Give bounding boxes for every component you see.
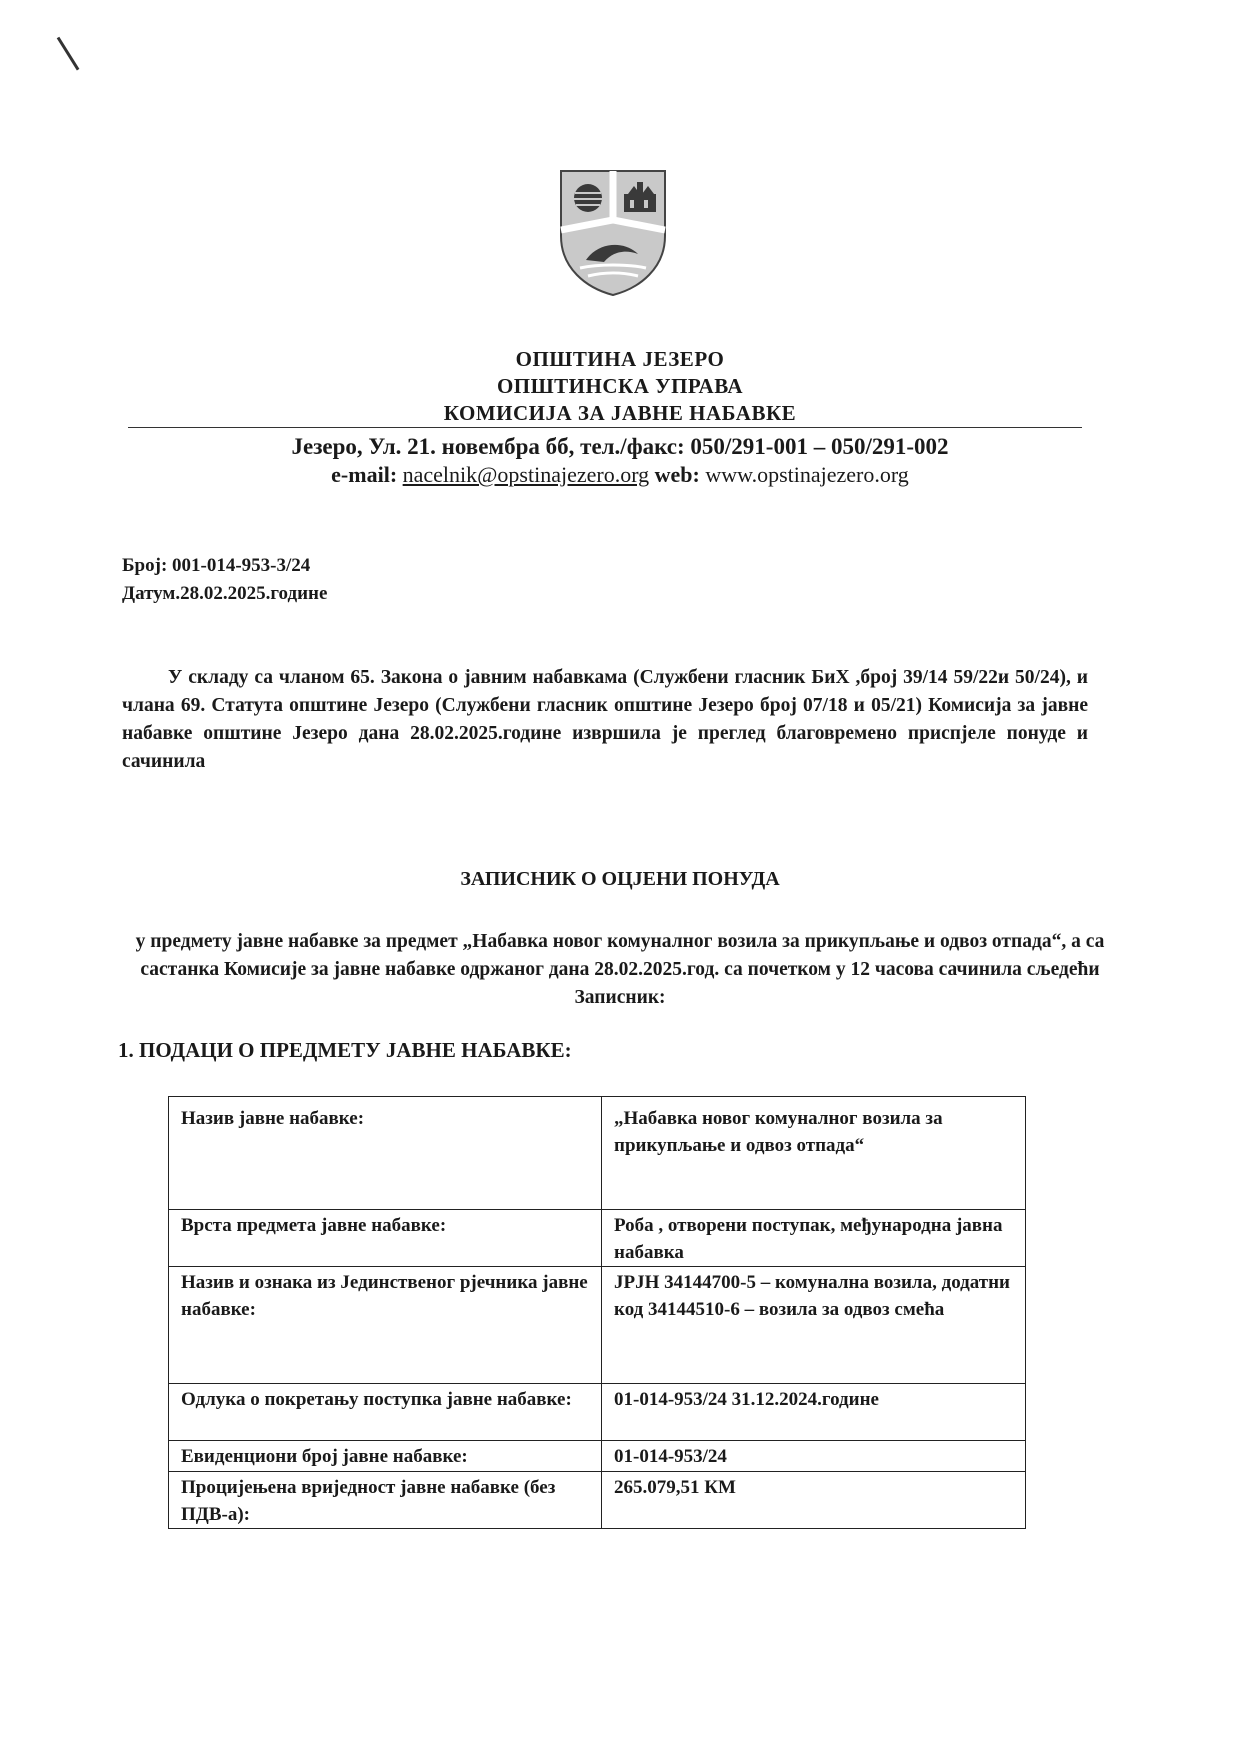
table-cell-label: Процијењена вриједност јавне набавке (без ПДВ-а):: [169, 1472, 602, 1529]
document-meta: [122, 552, 327, 608]
subject-paragraph: у предмету јавне набавке за предмет „Набавка новог комуналног возила за прикупљање и одвоз отпада“, а са састанка Комисије за јавне набавке одржаног дана 28.02.2025.год. са почетком у 12 часова сачинила сљедећи Записник:: [135, 931, 1105, 1008]
address-line: Језеро, Ул. 21. новембра бб, тел./факс: 050/291-001 – 050/291-002: [291, 434, 949, 459]
intro-paragraph: У складу са чланом 65. Закона о јавним набавкама (Службени гласник БиХ ,број 39/14 59/22и 50/24), и члана 69. Статута општине Језеро (Службени гласник општине Језеро број 07/18 и 05/21) Комисија за јавне набавке општине Језеро дана 28.02.2025.године извршила је преглед благовремено приспјеле понуде и сачинила: [122, 667, 1088, 772]
procurement-data-table: [168, 1096, 1026, 1529]
email-label: e-mail:: [331, 462, 398, 487]
table-row: [169, 1210, 1026, 1267]
web-label: web:: [654, 462, 700, 487]
table-cell-value: „Набавка новог комуналног возила за прикупљање и одвоз отпада“: [602, 1097, 1026, 1210]
document-date: Датум.28.02.2025.године: [122, 583, 328, 604]
document-number: Број: 001-014-953-3/24: [122, 555, 311, 576]
table-cell-value: ЈРЈН 34144700-5 – комунална возила, додатни код 34144510-6 – возила за одвоз смећа: [602, 1267, 1026, 1384]
table-row: [169, 1441, 1026, 1472]
table-cell-value: 01-014-953/24: [602, 1441, 1026, 1472]
administration-name: ОПШТИНСКА УПРАВА: [496, 374, 744, 398]
web-link[interactable]: www.opstinajezero.org: [705, 462, 909, 487]
letterhead: [0, 346, 1240, 489]
table-cell-label: Назив и ознака из Јединственог рјечника јавне набавке:: [169, 1267, 602, 1384]
commission-name: КОМИСИЈА ЗА ЈАВНЕ НАБАВКЕ: [443, 401, 797, 425]
municipality-name: ОПШТИНА ЈЕЗЕРО: [515, 347, 725, 371]
document-title: ЗАПИСНИК О ОЦЈЕНИ ПОНУДА: [460, 868, 780, 890]
table-row: [169, 1267, 1026, 1384]
municipality-crest-icon: [558, 168, 668, 298]
table-cell-label: Одлука о покретању поступка јавне набавке:: [169, 1384, 602, 1441]
table-row: [169, 1472, 1026, 1529]
scan-mark: [57, 37, 80, 71]
table-cell-value: 01-014-953/24 31.12.2024.године: [602, 1384, 1026, 1441]
section-1-title: 1. ПОДАЦИ О ПРЕДМЕТУ ЈАВНЕ НАБАВКЕ:: [118, 1038, 572, 1062]
table-cell-label: Евиденциони број јавне набавке:: [169, 1441, 602, 1472]
table-row: [169, 1097, 1026, 1210]
header-rule: [128, 427, 1082, 428]
email-link[interactable]: nacelnik@opstinajezero.org: [402, 462, 650, 487]
table-row: [169, 1384, 1026, 1441]
contact-line: [0, 461, 1240, 489]
table-cell-value: Роба , отворени поступак, међународна јавна набавка: [602, 1210, 1026, 1267]
table-cell-label: Назив јавне набавке:: [169, 1097, 602, 1210]
table-cell-value: 265.079,51 КМ: [602, 1472, 1026, 1529]
table-cell-label: Врста предмета јавне набавке:: [169, 1210, 602, 1267]
